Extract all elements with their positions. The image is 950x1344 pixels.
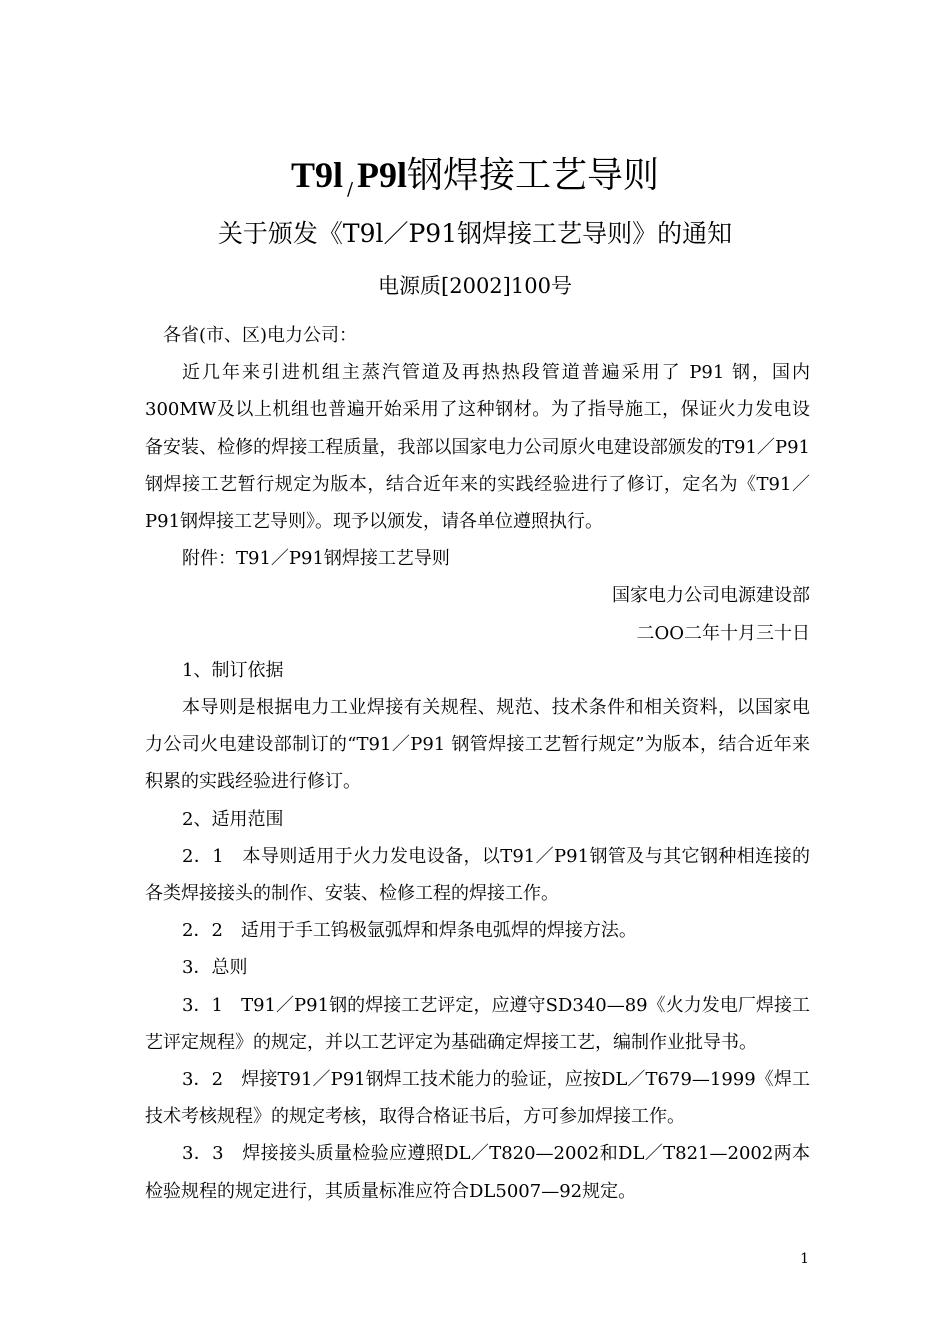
title-part-text: 钢焊接工艺导则 (407, 155, 660, 196)
title-part-p91: P9l (357, 155, 408, 195)
notice-subtitle: 关于颁发《T9l／P91钢焊接工艺导则》的通知 (217, 219, 733, 248)
intro-paragraph: 近几年来引进机组主蒸汽管道及再热热段管道普遍采用了 P91 钢，国内300MW及以上机组也普遍开始采用了这种钢材。为了指导施工，保证火力发电设备安装、检修的焊接工程质量，我部以国家电力公司原火电建设部颁发的T91／P91钢焊接工艺暂行规定为版本，结合近年来的实践经验进行了修订，定名为《T91／P91钢焊接工艺导则》。现予以颁发，请各单位遵照执行。 (145, 362, 810, 533)
section-paragraph: 2．2 适用于手工钨极氩弧焊和焊条电弧焊的焊接方法。 (182, 920, 637, 942)
title-part-t91: T9l (290, 155, 343, 195)
document-body (145, 317, 810, 1210)
section-heading: 1、制订依据 (182, 659, 284, 681)
section-paragraph: 3．2 焊接T91／P91钢焊工技术能力的验证，应按DL／T679—1999《焊工技术考核规程》的规定考核，取得合格证书后，方可参加焊接工作。 (145, 1069, 810, 1128)
page-number: 1 (800, 1251, 809, 1267)
issue-date: 二OO二年十月三十日 (636, 622, 810, 644)
section-paragraph: 3．3 焊接接头质量检验应遵照DL／T820—2002和DL／T821—2002两本检验规程的规定进行，其质量标准应符合DL5007—92规定。 (145, 1143, 810, 1202)
attachment-line: 附件：T91／P91钢焊接工艺导则 (182, 548, 450, 570)
section-paragraph: 3．1 T91／P91钢的焊接工艺评定，应遵守SD340—89《火力发电厂焊接工艺评定规程》的规定，并以工艺评定为基础确定焊接工艺，编制作业批导书。 (145, 994, 810, 1053)
section-paragraph: 本导则是根据电力工业焊接有关规程、规范、技术条件和相关资料，以国家电力公司火电建设部制订的“T91／P91 钢管焊接工艺暂行规定”为版本，结合近年来积累的实践经验进行修订。 (145, 697, 810, 793)
salutation: 各省(市、区)电力公司： (163, 325, 358, 346)
section-heading: 3．总则 (182, 957, 248, 979)
issuer: 国家电力公司电源建设部 (612, 585, 810, 607)
section-paragraph: 2．1 本导则适用于火力发电设备，以T91／P91钢管及与其它钢种相连接的各类焊接接头的制作、安装、检修工程的焊接工作。 (145, 845, 810, 905)
section-heading: 2、适用范围 (182, 808, 284, 830)
document-number: 电源质[2002]100号 (378, 274, 572, 298)
document-title (0, 150, 950, 215)
title-separator: / (346, 179, 354, 200)
